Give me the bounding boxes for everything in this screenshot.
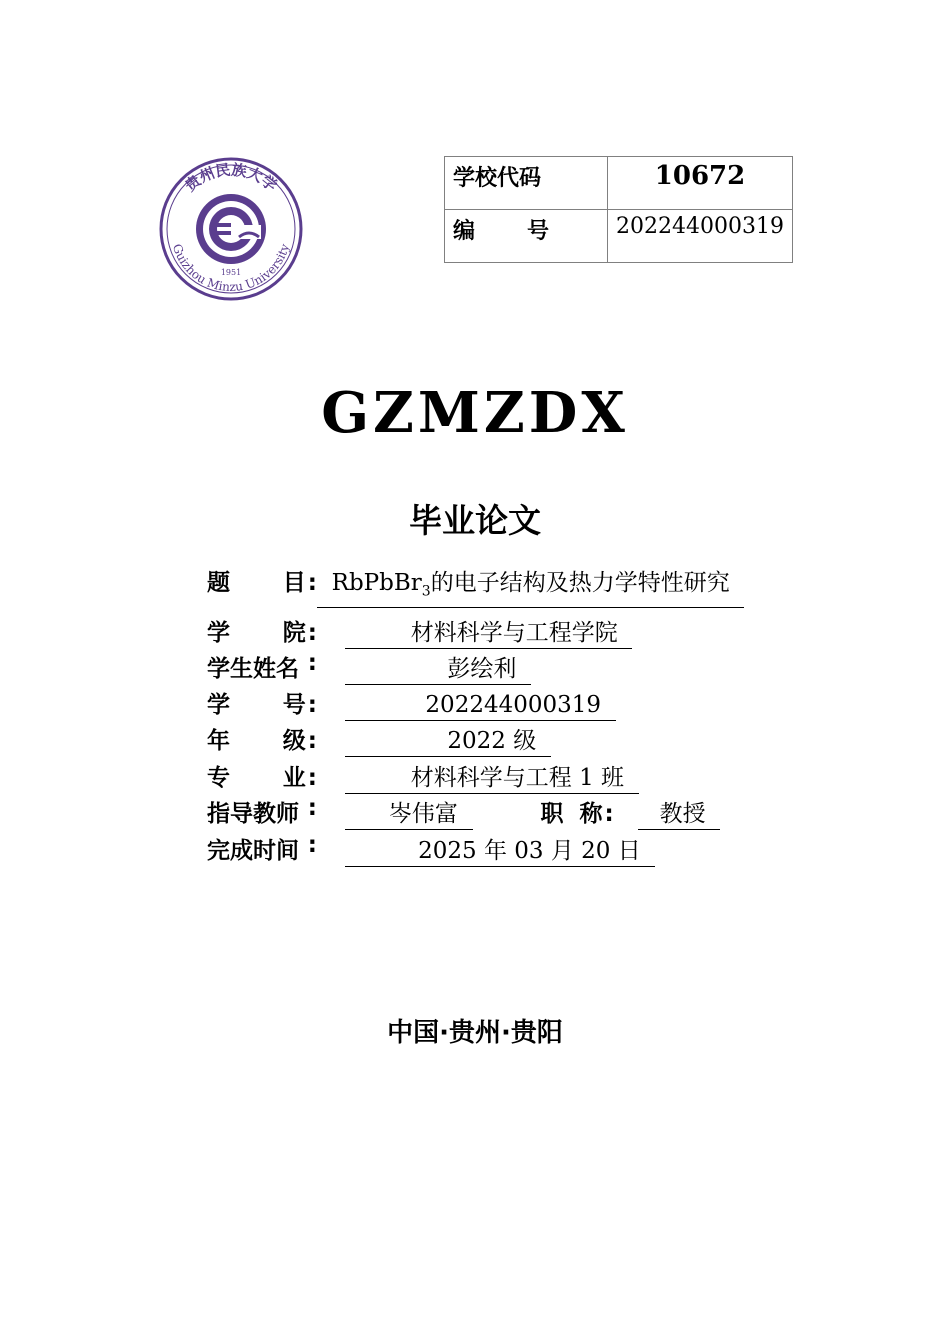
label-char: 目	[282, 570, 306, 596]
school-code-table	[444, 156, 793, 263]
field-title-label: 职 称:	[540, 801, 614, 827]
topic-text: 的电子结构及热力学特性研究	[430, 570, 745, 596]
field-student-id	[207, 686, 616, 718]
field-grade	[207, 722, 551, 754]
university-logo	[155, 157, 307, 301]
field-completion-time-value: 2025 年 03 月 20 日	[345, 836, 655, 867]
label-char: 专	[207, 765, 230, 791]
topic-formula: RbPbBr	[317, 570, 422, 596]
topic-formula-subscript: 3	[421, 583, 431, 600]
label-text: 指导教师	[207, 801, 299, 827]
field-college	[207, 614, 632, 646]
svg-text:贵州民族大学	[182, 161, 281, 195]
big-title: GZMZDX	[321, 380, 629, 446]
field-student-name-value: 彭绘利	[345, 654, 531, 685]
field-student-name-label: 学生姓名 :	[207, 650, 317, 682]
field-topic-label: 题 目:	[207, 564, 317, 597]
logo-chinese-name: 贵州民族大学	[181, 160, 281, 195]
label-text: 职 称	[540, 801, 603, 827]
school-code-value: 10672	[608, 157, 793, 210]
number-label-right: 号	[526, 219, 549, 244]
label-char: 题	[207, 570, 230, 596]
number-label	[445, 210, 608, 263]
field-college-label: 学 院:	[207, 614, 317, 647]
field-grade-label: 年 级:	[207, 722, 317, 755]
field-major	[207, 759, 639, 791]
label-char: 业	[282, 765, 306, 791]
logo-year: 1951	[220, 268, 242, 277]
field-topic-value	[317, 568, 744, 608]
label-char: 年	[207, 728, 230, 754]
school-code-label: 学校代码	[445, 157, 608, 210]
logo-english-name: Guizhou Minzu University	[169, 242, 293, 295]
field-advisor-label: 指导教师 :	[207, 795, 317, 827]
label-char: 号	[282, 692, 306, 718]
field-major-label: 专 业:	[207, 759, 317, 792]
number-label-left: 编	[453, 219, 476, 244]
label-text: 完成时间	[207, 838, 299, 864]
field-major-value: 材料科学与工程 1 班	[345, 763, 639, 794]
number-value: 202244000319	[608, 210, 793, 263]
label-char: 学	[207, 692, 230, 718]
location-footer: 中国·贵州·贵阳	[387, 1018, 563, 1048]
field-student-id-value: 202244000319	[345, 690, 616, 721]
field-student-name	[207, 650, 531, 682]
field-advisor	[207, 795, 720, 827]
label-text: 学生姓名	[207, 656, 299, 682]
field-topic	[207, 564, 745, 600]
label-char: 院	[282, 620, 306, 646]
field-student-id-label: 学 号:	[207, 686, 317, 719]
field-completion-time-label: 完成时间 :	[207, 832, 317, 864]
label-char: 级	[282, 728, 306, 754]
field-college-value: 材料科学与工程学院	[345, 618, 632, 649]
thesis-type: 毕业论文	[409, 501, 541, 540]
field-advisor-value: 岑伟富	[345, 799, 473, 830]
field-completion-time	[207, 832, 655, 864]
field-grade-value: 2022 级	[345, 726, 551, 757]
field-title-value: 教授	[638, 799, 721, 830]
label-char: 学	[207, 620, 230, 646]
